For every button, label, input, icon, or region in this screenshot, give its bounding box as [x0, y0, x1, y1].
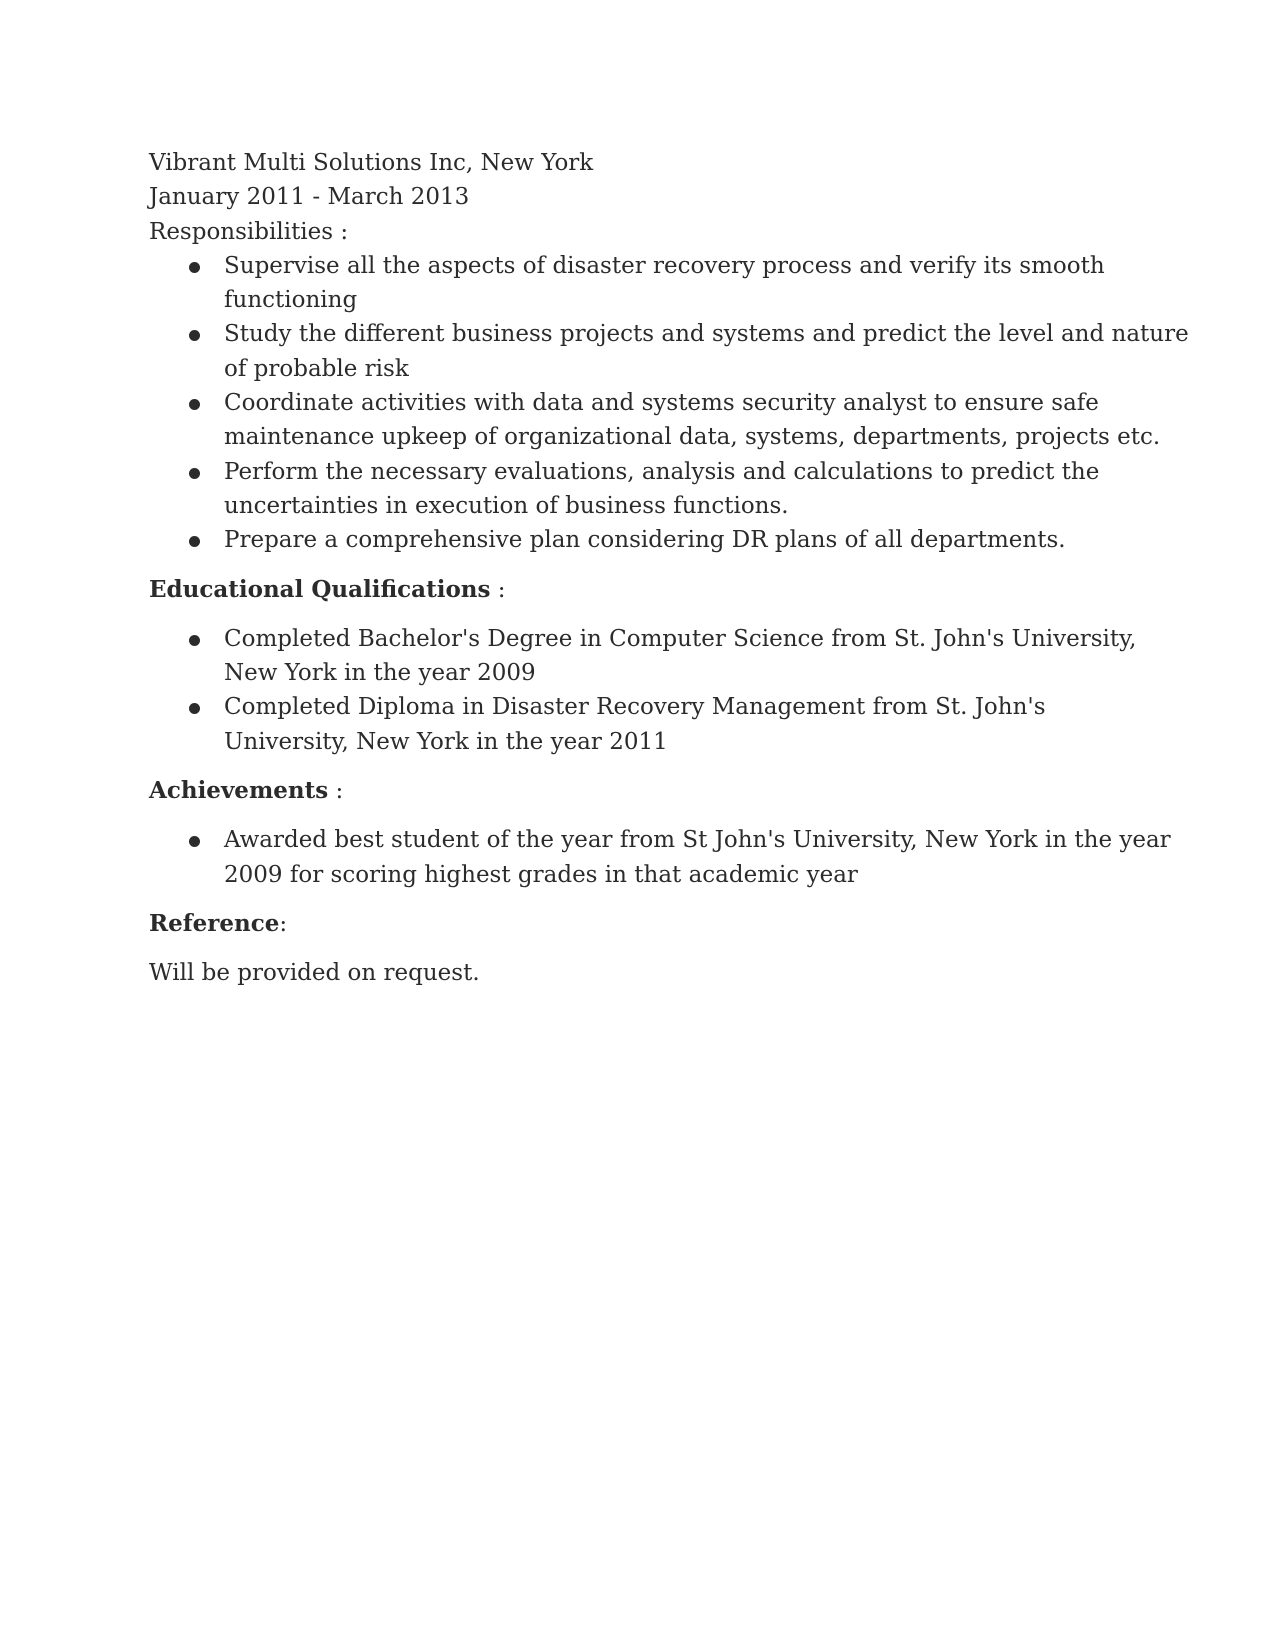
achievements-heading: [149, 774, 1139, 808]
achievements-heading-suffix: :: [328, 778, 344, 805]
responsibilities-list: [149, 249, 1189, 558]
resume-page: [149, 146, 1189, 991]
achievements-list: [149, 823, 1171, 892]
list-item: Study the different business projects and systems and predict the level and nature of probable risk: [149, 317, 1139, 386]
bullet-icon: [189, 468, 200, 479]
bullet-icon: [189, 703, 200, 714]
reference-text: Will be provided on request.: [149, 960, 480, 987]
bullet-icon: [189, 262, 200, 273]
bullet-icon: [189, 399, 200, 410]
bullet-icon: [189, 536, 200, 547]
list-item: Completed Bachelor's Degree in Computer Science from St. John's University, New York in the year 2009: [149, 622, 1139, 691]
list-item: Supervise all the aspects of disaster recovery process and verify its smooth functioning: [149, 249, 1139, 318]
achievements-heading-title: Achievements: [149, 777, 329, 805]
list-item: Perform the necessary evaluations, analysis and calculations to predict the uncertainties in execution of business functions.: [149, 455, 1139, 524]
list-item: Awarded best student of the year from St John's University, New York in the year 2009 for scoring highest grades in that academic year: [149, 823, 1139, 892]
education-heading-suffix: :: [490, 576, 506, 603]
list-item: Coordinate activities with data and systems security analyst to ensure safe maintenance upkeep of organizational data, systems, departments, projects etc.: [149, 386, 1139, 455]
company-name: Vibrant Multi Solutions Inc, New York: [149, 150, 594, 176]
bullet-icon: [189, 330, 200, 341]
education-list: [149, 622, 1139, 759]
bullet-icon: [189, 836, 200, 847]
reference-heading-suffix: :: [279, 910, 288, 937]
education-heading: [149, 573, 1139, 607]
bullet-icon: [189, 635, 200, 646]
list-item: Completed Diploma in Disaster Recovery Management from St. John's University, New York in the year 2011: [149, 690, 1139, 759]
list-item: Prepare a comprehensive plan considering DR plans of all departments.: [149, 523, 1139, 557]
reference-heading: [149, 907, 1139, 941]
responsibilities-label: Responsibilities :: [149, 218, 349, 245]
reference-heading-title: Reference: [149, 909, 280, 937]
employment-period: January 2011 - March 2013: [149, 184, 470, 211]
education-heading-title: Educational Qualifications: [149, 575, 491, 603]
